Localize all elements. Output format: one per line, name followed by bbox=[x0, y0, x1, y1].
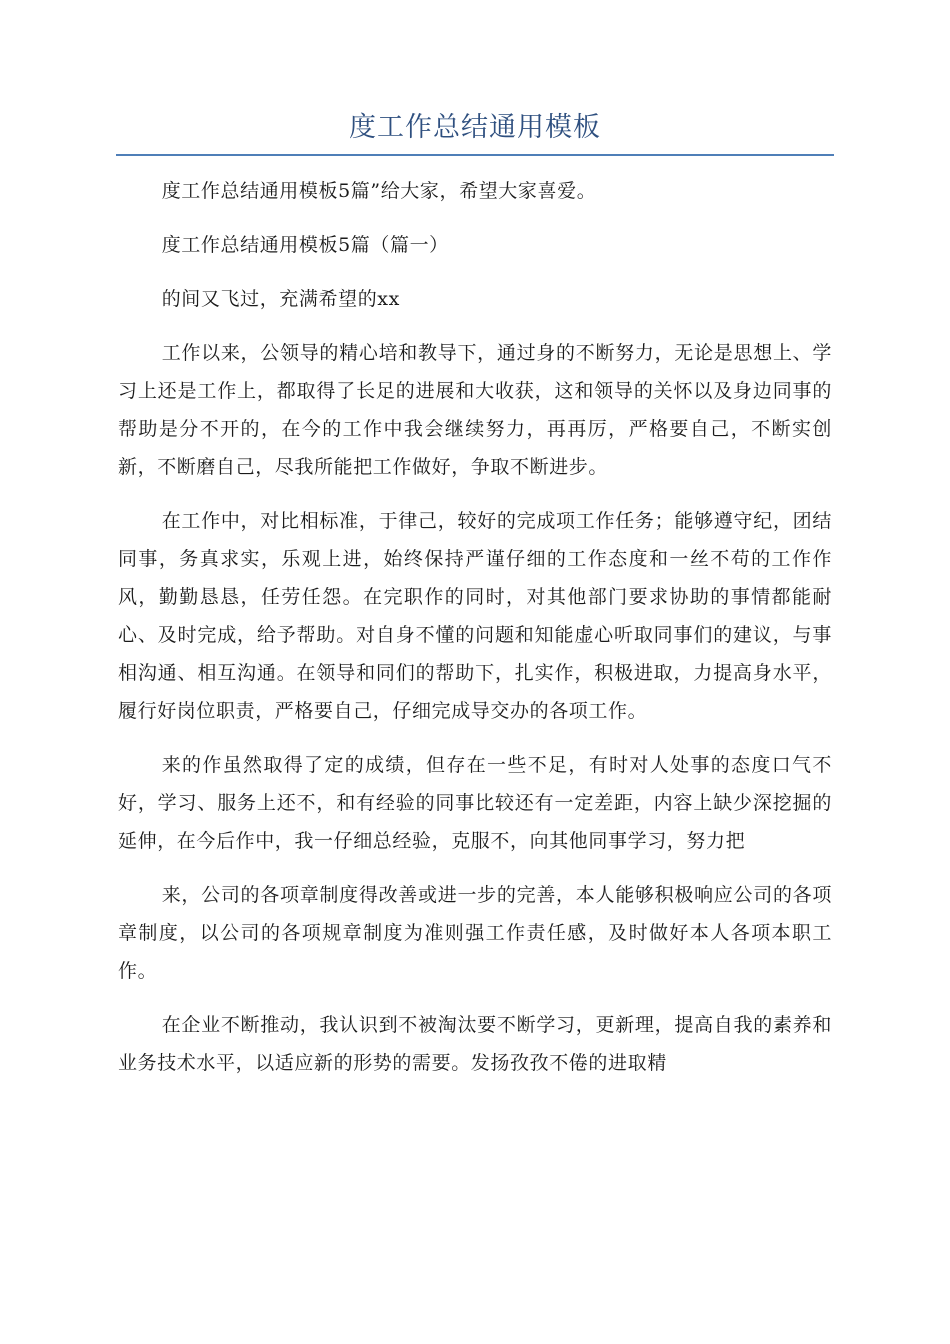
document-body bbox=[118, 172, 832, 1098]
title-underline bbox=[116, 154, 834, 156]
paragraph-shortcomings: 来的作虽然取得了定的成绩，但存在一些不足，有时对人处事的态度口气不好，学习、服务上还不，和有经验的同事比较还有一定差距，内容上缺少深挖掘的延伸，在今后作中，我一仔细总经验，克服不，向其他同事学习，努力把 bbox=[118, 754, 832, 852]
paragraph-company-rules: 来，公司的各项章制度得改善或进一步的完善，本人能够积极响应公司的各项章制度，以公司的各项规章制度为准则强工作责任感，及时做好本人各项本职工作。 bbox=[118, 884, 832, 982]
paragraph-continuous-learning: 在企业不断推动，我认识到不被淘汰要不断学习，更新理，提高自我的素养和业务技术水平，以适应新的形势的需要。发扬孜孜不倦的进取精 bbox=[118, 1014, 832, 1074]
paragraph-work-overview: 工作以来，公领导的精心培和教导下，通过身的不断努力，无论是思想上、学习上还是工作上，都取得了长足的进展和大收获，这和领导的关怀以及身边同事的帮助是分不开的，在今的工作中我会继续努力，再再厉，严格要自己，不断实创新，不断磨自己，尽我所能把工作做好，争取不断进步。 bbox=[118, 342, 832, 478]
paragraph-section-heading: 度工作总结通用模板5篇（篇一） bbox=[161, 234, 449, 256]
document-title: 度工作总结通用模板 bbox=[349, 112, 601, 143]
paragraph-work-performance: 在工作中，对比相标准，于律己，较好的完成项工作任务；能够遵守纪，团结同事，务真求实，乐观上进，始终保持严谨仔细的工作态度和一丝不苟的工作作风，勤勤恳恳，任劳任怨。在完职作的同时，对其他部门要求协助的事情都能耐心、及时完成，给予帮助。对自身不懂的问题和知能虚心听取同事们的建议，与事相沟通、相互沟通。在领导和同们的帮助下，扎实作，积极进取，力提高身水平，履行好岗位职责，严格要自己，仔细完成导交办的各项工作。 bbox=[118, 510, 832, 722]
paragraph-opening-line: 的间又飞过，充满希望的xx bbox=[161, 288, 400, 310]
paragraph-intro: 度工作总结通用模板5篇”给大家，希望大家喜爱。 bbox=[161, 180, 597, 202]
